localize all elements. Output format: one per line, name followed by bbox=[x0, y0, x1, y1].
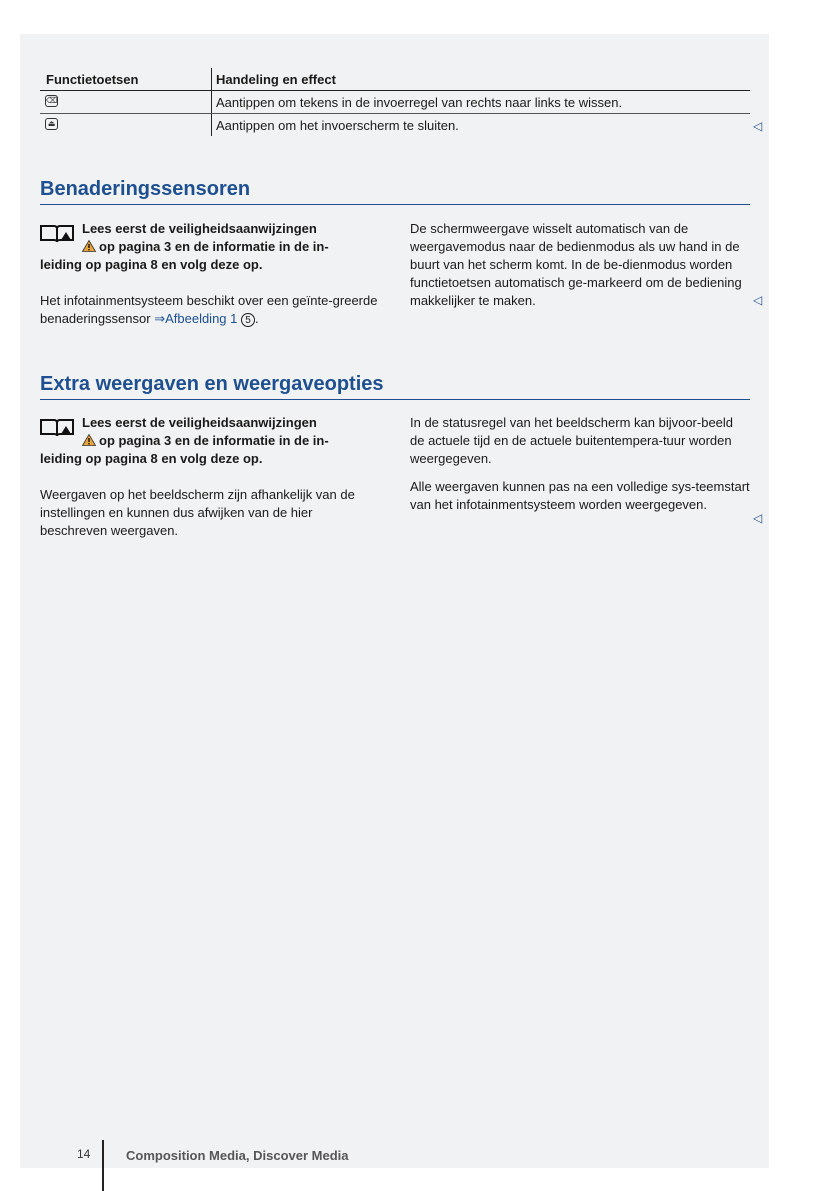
paragraph: Het infotainmentsysteem beschikt over een geïnte-greerde benaderingssensor ⇒Afbeelding 1 5 . bbox=[40, 293, 378, 326]
section-heading: Extra weergaven en weergaveopties bbox=[40, 373, 750, 400]
section-end-marker: ◁ bbox=[753, 293, 763, 307]
section-end-marker: ◁ bbox=[753, 119, 763, 133]
column-divider bbox=[211, 68, 212, 90]
column-divider bbox=[211, 91, 212, 113]
manual-book-icon bbox=[40, 222, 74, 244]
warning-triangle-icon bbox=[82, 240, 96, 252]
table-header-effect: Handeling en effect bbox=[216, 72, 336, 87]
backspace-key-icon: ⌫ bbox=[46, 96, 58, 105]
table-header-keys: Functietoetsen bbox=[46, 72, 139, 87]
paragraph: De schermweergave wisselt automatisch van de weergavemodus naar de bedienmodus als uw hand in de buurt van het scherm komt. In de be-dienmodus worden functietoetsen automatisch ge-markeerd om de bediening makkelijker te maken. bbox=[410, 221, 742, 308]
paragraph: In de statusregel van het beeldscherm kan bijvoor-beeld de actuele tijd en de actuele buitentempera-tuur worden weergegeven. bbox=[410, 415, 734, 466]
warning-line-2: op pagina 3 en de informatie in de in- bbox=[99, 239, 329, 254]
table-cell-effect: Aantippen om het invoerscherm te sluiten. bbox=[216, 118, 459, 133]
footer-divider bbox=[102, 1140, 104, 1191]
warning-line-3: leiding op pagina 8 en volg deze op. bbox=[40, 451, 263, 466]
table-cell-effect: Aantippen om tekens in de invoerregel van rechts naar links te wissen. bbox=[216, 95, 623, 110]
manual-book-icon bbox=[40, 416, 74, 438]
section-heading: Benaderingssensoren bbox=[40, 178, 750, 205]
warning-line-2: op pagina 3 en de informatie in de in- bbox=[99, 433, 329, 448]
column-divider bbox=[211, 114, 212, 136]
section-left-column bbox=[40, 414, 380, 550]
footer-title: Composition Media, Discover Media bbox=[126, 1148, 349, 1163]
table-header bbox=[40, 68, 750, 91]
figure-callout: 5 bbox=[241, 313, 255, 327]
function-keys-table bbox=[40, 68, 750, 136]
table-row bbox=[40, 114, 750, 136]
table-row bbox=[40, 91, 750, 114]
warning-line-1: Lees eerst de veiligheidsaanwijzingen bbox=[82, 221, 317, 236]
section-right-column bbox=[410, 414, 750, 524]
safety-notice bbox=[40, 414, 380, 468]
section-end-marker: ◁ bbox=[753, 511, 763, 525]
close-keyboard-key-icon: ⏏ bbox=[45, 118, 58, 130]
section-left-column bbox=[40, 220, 380, 338]
paragraph-text: Het infotainmentsysteem beschikt over een geïnte-greerde benaderingssensor bbox=[40, 293, 378, 326]
paragraph: Weergaven op het beeldscherm zijn afhankelijk van de instellingen en kunnen dus afwijken van de hier beschreven weergaven. bbox=[40, 487, 355, 538]
page-number: 14 bbox=[77, 1147, 91, 1161]
safety-notice bbox=[40, 220, 380, 274]
paragraph: Alle weergaven kunnen pas na een volledige sys-teemstart van het infotainmentsysteem worden weergegeven. bbox=[410, 479, 750, 512]
warning-line-1: Lees eerst de veiligheidsaanwijzingen bbox=[82, 415, 317, 430]
warning-line-3: leiding op pagina 8 en volg deze op. bbox=[40, 257, 263, 272]
figure-reference-link[interactable]: ⇒Afbeelding 1 bbox=[154, 311, 238, 326]
warning-triangle-icon bbox=[82, 434, 96, 446]
section-right-column bbox=[410, 220, 750, 320]
